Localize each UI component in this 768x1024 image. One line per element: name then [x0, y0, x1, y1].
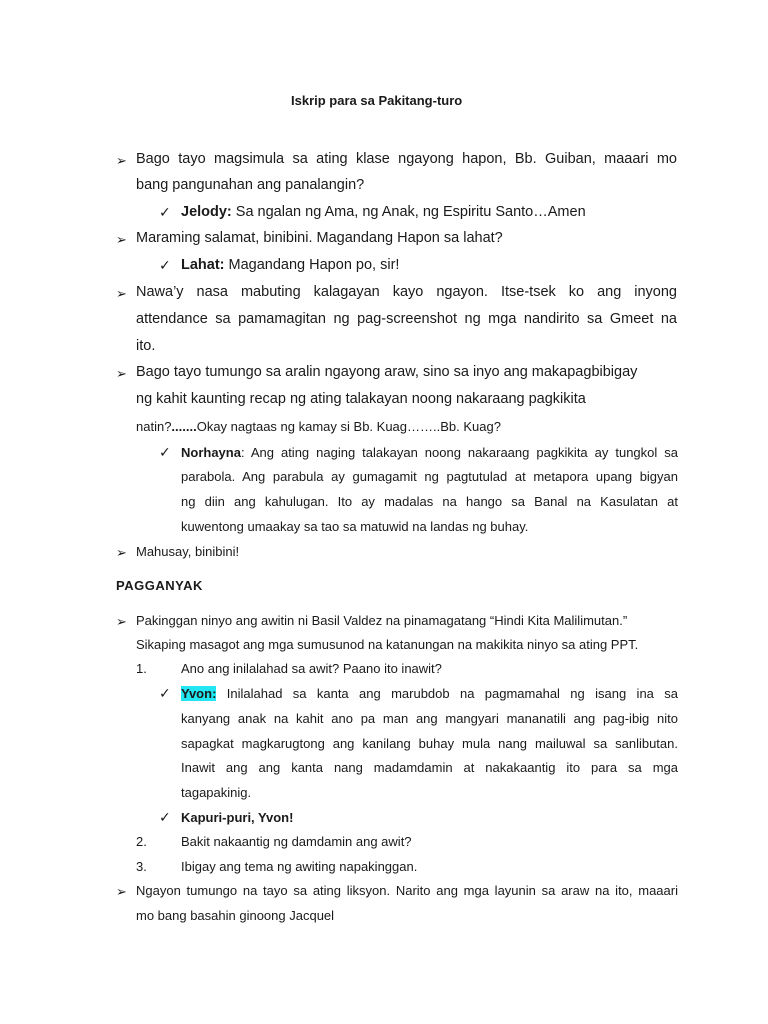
bullet-text-line: Bago tayo tumungo sa aralin ngayong araw, sino sa inyo ang makapagbibigay	[136, 364, 638, 380]
section-heading: PAGGANYAK	[116, 578, 203, 593]
response-text: Sa ngalan ng Ama, ng Anak, ng Espiritu Santo…Amen	[231, 204, 586, 220]
response-text-line: ng diin ang kahulugan. Ito ay madalas na hango sa Banal na Kasulatan at	[181, 494, 678, 509]
arrowhead-icon: ➢	[116, 286, 127, 301]
check-response	[181, 257, 399, 273]
bullet-text-line: attendance sa pamamagitan ng pag-screenshot ng mga nandirito sa Gmeet na	[136, 311, 677, 327]
response-text-line: tagapakinig.	[181, 785, 252, 800]
speaker-name: Norhayna	[181, 445, 241, 460]
praise-text: Kapuri-puri, Yvon!	[181, 810, 294, 825]
bullet-text-line: mo bang basahin ginoong Jacquel	[136, 908, 335, 923]
text-segment: .......	[171, 419, 197, 434]
response-text-line: kanyang anak na kahit ano pa man ang mangyari mananatili ang pag-ibig nito	[181, 711, 678, 726]
response-text-line: sapagkat magkarugtong ang kanilang buhay mula nang mailuwal sa sanlibutan.	[181, 736, 678, 751]
arrowhead-icon: ➢	[116, 884, 127, 899]
bullet-text-line: bang pangunahan ang panalangin?	[136, 177, 365, 193]
response-text-line: kuwentong umaakay sa tao sa matuwid na landas ng buhay.	[181, 519, 529, 534]
bullet-text-line: Nawa’y nasa mabuting kalagayan kayo ngayon. Itse-tsek ko ang inyong	[136, 284, 677, 300]
check-icon: ✓	[159, 685, 171, 701]
bullet-text-line: Mahusay, binibini!	[136, 544, 240, 559]
response-text: Inilalahad sa kanta ang marubdob na pagmamahal ng isang ina sa	[216, 686, 678, 701]
speaker-name-highlighted: Yvon:	[181, 686, 217, 701]
arrowhead-icon: ➢	[116, 614, 127, 629]
response-text-line: parabola. Ang parabula ay gumagamit ng pagtutulad at metapora upang bigyan	[181, 469, 678, 484]
response-text-line: Inawit ang ang kanta nang madamdamin at nakakaantig ito para sa mga	[181, 760, 678, 775]
list-number: 3.	[136, 859, 147, 874]
speaker-name: Lahat:	[181, 257, 225, 273]
check-icon: ✓	[159, 204, 171, 220]
speaker-name: Jelody:	[181, 204, 232, 220]
arrowhead-icon: ➢	[116, 153, 127, 168]
text-segment: natin?	[136, 419, 172, 434]
list-number: 2.	[136, 834, 147, 849]
bullet-text-line: Sikaping masagot ang mga sumusunod na katanungan na makikita ninyo sa ating PPT.	[136, 637, 639, 652]
bullet-text-line: ng kahit kaunting recap ng ating talakayan noong nakaraang pagkikita	[136, 391, 586, 407]
bullet-text-line: ito.	[136, 338, 156, 354]
question-text: Bakit nakaantig ng damdamin ang awit?	[181, 834, 412, 849]
bullet-text-line: Pakinggan ninyo ang awitin ni Basil Valdez na pinamagatang “Hindi Kita Malilimutan.”	[136, 613, 628, 628]
response-text: Magandang Hapon po, sir!	[224, 257, 400, 273]
arrowhead-icon: ➢	[116, 545, 127, 560]
list-number: 1.	[136, 661, 147, 676]
check-icon: ✓	[159, 444, 171, 460]
text-segment: Okay nagtaas ng kamay si Bb. Kuag……..Bb. Kuag?	[196, 419, 501, 434]
bullet-text-line: Maraming salamat, binibini. Magandang Hapon sa lahat?	[136, 230, 503, 246]
check-icon: ✓	[159, 257, 171, 273]
bullet-text-line: Ngayon tumungo na tayo sa ating liksyon. Narito ang mga layunin sa araw na ito, maaari	[136, 883, 678, 898]
check-response	[181, 445, 678, 460]
check-response	[181, 686, 678, 701]
response-text: : Ang ating naging talakayan noong nakaraang pagkikita ay tungkol sa	[240, 445, 678, 460]
bullet-text-line	[136, 419, 501, 434]
question-text: Ibigay ang tema ng awiting napakinggan.	[181, 859, 418, 874]
bullet-text-line: Bago tayo magsimula sa ating klase ngayong hapon, Bb. Guiban, maaari mo	[136, 151, 677, 167]
arrowhead-icon: ➢	[116, 366, 127, 381]
arrowhead-icon: ➢	[116, 232, 127, 247]
check-icon: ✓	[159, 809, 171, 825]
document-title: Iskrip para sa Pakitang-turo	[291, 93, 463, 108]
check-response	[181, 204, 586, 220]
question-text: Ano ang inilalahad sa awit? Paano ito inawit?	[181, 661, 442, 676]
